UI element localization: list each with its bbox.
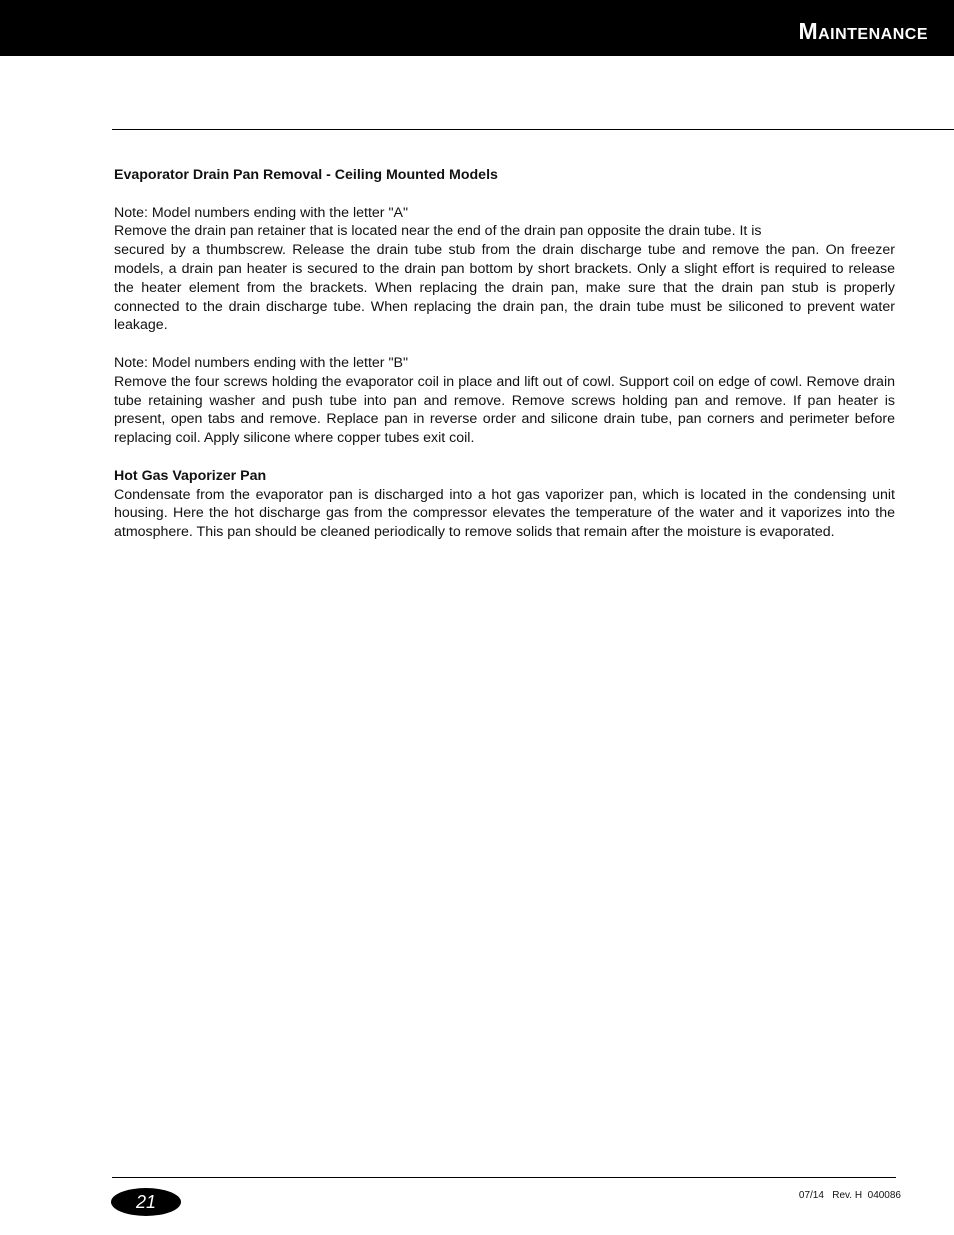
page-number-badge: 21 xyxy=(111,1188,181,1216)
vaporizer-paragraph: Condensate from the evaporator pan is discharged into a hot gas vaporizer pan, which is located in the condensing unit housing. Here the hot discharge gas from the compressor elevates the temperature of the water and it vaporizes into the atmosphere. This pan should be cleaned periodically to remove solids that remain after the moisture is evaporated. xyxy=(114,486,895,541)
spacer xyxy=(114,448,895,467)
section-header-title: Maintenance xyxy=(798,18,928,44)
drain-pan-heading: Evaporator Drain Pan Removal - Ceiling Mounted Models xyxy=(114,167,498,183)
note-model-a: Note: Model numbers ending with the letter "A" xyxy=(114,204,408,221)
model-a-instructions: secured by a thumbscrew. Release the drain tube stub from the drain discharge tube and remove the pan. On freezer models, a drain pan heater is secured to the drain pan bottom by short brackets. Only a slight effort is required to release the heater element from the brackets. When replacing the drain pan, make sure that the drain pan stub is properly connected to the drain discharge tube. When replacing the drain pan, the drain tube must be siliconed to prevent water leakage. xyxy=(114,242,895,334)
note-model-b: Note: Model numbers ending with the letter "B" xyxy=(114,354,408,371)
model-a-instructions-first-line: Remove the drain pan retainer that is located near the end of the drain pan opposite the drain tube. It is xyxy=(114,223,762,240)
spacer xyxy=(114,185,895,204)
main-content xyxy=(114,166,895,542)
spacer xyxy=(114,335,895,354)
footer-divider xyxy=(112,1177,896,1178)
vaporizer-heading: Hot Gas Vaporizer Pan xyxy=(114,467,267,484)
revision-info: 07/14 Rev. H 040086 xyxy=(798,1190,901,1201)
top-divider xyxy=(112,129,954,130)
header-bar xyxy=(0,0,954,56)
model-b-instructions: Remove the four screws holding the evaporator coil in place and lift out of cowl. Support coil on edge of cowl. Remove drain tube retaining washer and push tube into pan and remove. Remove screws holding pan and remove. If pan heater is present, open tabs and remove. Replace pan in reverse order and silicone drain tube, pan corners and perimeter before replacing coil. Apply silicone where copper tubes exit coil. xyxy=(114,373,895,447)
